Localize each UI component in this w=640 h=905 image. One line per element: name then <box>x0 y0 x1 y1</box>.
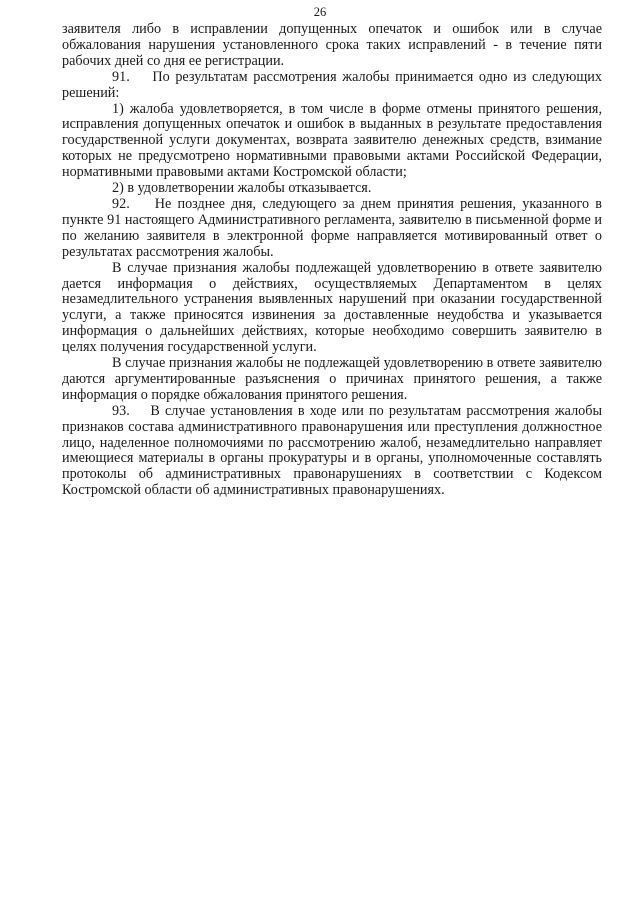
page-number: 26 <box>313 5 327 19</box>
paragraph-93: 93. В случае установления в ходе или по результатам рассмотрения жалобы признаков состава административного правонарушения или преступления должностное лицо, наделенное полномочиями по рассмотрению жалоб, незамедлительно направляет имеющиеся материалы в органы прокуратуры и в органы, уполномоченные составлять протоколы об административных правонарушениях в соответствии с Кодексом Костромской области об административных правонарушениях. <box>62 402 602 499</box>
list-item-2: 2) в удовлетворении жалобы отказывается. <box>112 180 372 197</box>
paragraph-continuation: заявителя либо в исправлении допущенных опечаток и ошибок или в случае обжалования нарушения установленного срока таких исправлений - в течение пяти рабочих дней со дня ее регистрации. <box>62 21 602 69</box>
document-body <box>62 22 602 499</box>
paragraph-complaint-rejected: В случае признания жалобы не подлежащей удовлетворению в ответе заявителю даются аргументированные разъяснения о причинах принятого решения, а также информация о порядке обжалования принятого решения. <box>62 355 602 403</box>
paragraph-91: 91. По результатам рассмотрения жалобы принимается одно из следующих решений: <box>62 68 602 101</box>
list-item-1: 1) жалоба удовлетворяется, в том числе в форме отмены принятого решения, исправления допущенных опечаток и ошибок в выданных в результате предоставления государственной услуги документах, возврата заявителю денежных средств, взимание которых не предусмотрено нормативными правовыми актами Российской Федерации, нормативными правовыми актами Костромской области; <box>62 100 602 181</box>
paragraph-92: 92. Не позднее дня, следующего за днем принятия решения, указанного в пункте 91 настоящего Административного регламента, заявителю в письменной форме и по желанию заявителя в электронной форме направляется мотивированный ответ о результатах рассмотрения жалобы. <box>62 195 602 260</box>
paragraph-complaint-satisfied: В случае признания жалобы подлежащей удовлетворению в ответе заявителю дается информация о действиях, осуществляемых Департаментом в целях незамедлительного устранения выявленных нарушений при оказании государственной услуги, а также приносятся извинения за доставленные неудобства и указывается информация о дальнейших действиях, которые необходимо совершить заявителю в целях получения государственной услуги. <box>62 259 602 356</box>
